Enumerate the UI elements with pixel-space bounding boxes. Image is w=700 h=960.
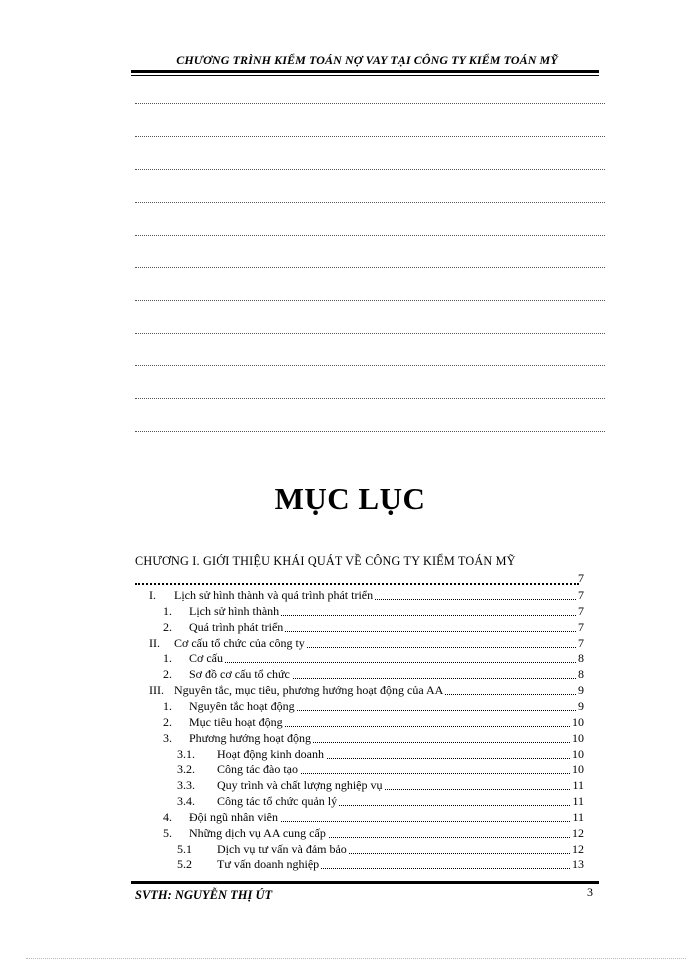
toc-entry-number: 2. [163, 619, 172, 634]
toc-entry[interactable] [177, 746, 584, 762]
toc-entry[interactable] [149, 682, 584, 698]
toc-entry[interactable] [177, 761, 584, 777]
toc-entry-number: 3.4. [177, 794, 195, 809]
toc-entry-page: 9 [578, 698, 584, 713]
dotted-line [135, 430, 605, 432]
dotted-line [135, 266, 605, 268]
toc-entry[interactable] [177, 841, 584, 857]
toc-entry-label: Lịch sử hình thành [189, 603, 280, 618]
toc-entry[interactable] [163, 650, 584, 666]
toc-entry-label: Cơ cấu tổ chức của công ty [174, 635, 305, 650]
toc-entry[interactable] [163, 619, 584, 635]
toc-entry-number: 3.3. [177, 778, 195, 793]
toc-entry-number: 3.2. [177, 762, 195, 777]
toc-entry-label: Lịch sử hình thành và quá trình phát triển [174, 588, 374, 602]
toc-entry-label: Cơ cấu [189, 651, 224, 666]
dotted-line [135, 168, 605, 170]
toc-entry-number: 1. [163, 698, 172, 713]
footer-author: SVTH: NGUYỄN THỊ ÚT [135, 888, 273, 902]
toc-entry-number: II. [149, 635, 160, 650]
toc-entry[interactable] [177, 793, 584, 809]
page-bottom-edge [26, 957, 686, 959]
toc-entry-label: Sơ đồ cơ cấu tổ chức [189, 667, 290, 682]
toc-entry-page: 12 [572, 841, 584, 856]
toc-entry-page: 8 [578, 651, 584, 666]
toc-entry-page: 8 [578, 667, 584, 682]
toc-entry-number: III. [149, 683, 164, 698]
toc-chapter-title[interactable]: CHƯƠNG I. GIỚI THIỆU KHÁI QUÁT VỀ CÔNG TY KIỂM TOÁN MỸ [135, 554, 516, 568]
toc-entry-number: 5.1 [177, 841, 192, 856]
toc-entry-page: 9 [578, 683, 584, 698]
toc-entry-number: 1. [163, 603, 172, 618]
toc-entry-page: 10 [572, 714, 584, 729]
toc-entry-number: 2. [163, 667, 172, 682]
dotted-line [135, 135, 605, 137]
toc-entry-number: 1. [163, 651, 172, 666]
toc-entry-page: 12 [572, 825, 584, 840]
toc-chapter-leader [135, 582, 579, 585]
toc-entry[interactable] [177, 777, 584, 793]
toc-heading: MỤC LỤC [274, 481, 426, 516]
toc-entry[interactable] [163, 666, 584, 682]
dotted-line [135, 332, 605, 334]
header-rule-thick [131, 70, 599, 73]
toc-entry-leader [189, 661, 584, 663]
toc-entry-label: Quy trình và chất lượng nghiệp vụ [217, 778, 383, 793]
toc-entry-label: Những dịch vụ AA cung cấp [189, 825, 326, 840]
toc-entry-number: 2. [163, 714, 172, 729]
toc-entry-number: 5.2 [177, 857, 192, 872]
toc-entry-label: Mục tiêu hoạt động [189, 714, 283, 729]
footer-page-number: 3 [587, 885, 593, 899]
header-rule-thin [131, 75, 599, 76]
dotted-line [135, 397, 605, 399]
toc-entry-page: 10 [572, 746, 584, 761]
toc-entry-page: 7 [578, 619, 584, 634]
toc-entry-number: 5. [163, 825, 172, 840]
toc-entry-label: Công tác đào tạo [217, 762, 298, 777]
toc-entry-page: 13 [572, 857, 584, 872]
toc-entry-label: Nguyên tắc, mục tiêu, phương hướng hoạt động của AA [174, 683, 444, 698]
toc-entry-page: 7 [578, 635, 584, 650]
toc-entry-page: 11 [572, 809, 584, 824]
toc-entry-label: Quá trình phát triển [189, 619, 284, 634]
toc-entry-label: Phương hướng hoạt động [189, 730, 312, 745]
toc-entry-page: 7 [578, 588, 584, 602]
toc-entry-label: Công tác tổ chức quản lý [217, 794, 338, 809]
dotted-line [135, 102, 605, 104]
dotted-line [135, 201, 605, 203]
toc-entry[interactable] [177, 856, 584, 872]
toc-entry-page: 7 [578, 603, 584, 618]
toc-entry-page: 11 [572, 794, 584, 809]
toc-entry[interactable] [163, 714, 584, 730]
toc-entry[interactable] [163, 603, 584, 619]
footer-rule [131, 881, 599, 884]
dotted-line [135, 364, 605, 366]
toc-entry-page: 10 [572, 730, 584, 745]
toc-entry-label: Hoạt động kinh doanh [217, 746, 324, 761]
toc-chapter-page: 7 [578, 571, 584, 585]
toc-entry-label: Nguyên tắc hoạt động [189, 698, 295, 713]
toc-entry-label: Đội ngũ nhân viên [189, 809, 278, 824]
page-header-title: CHƯƠNG TRÌNH KIỂM TOÁN NỢ VAY TẠI CÔNG TY KIỂM TOÁN MỸ [176, 53, 558, 67]
toc-entry-page: 10 [572, 762, 584, 777]
toc-entry[interactable] [163, 809, 584, 825]
toc-entry[interactable] [149, 635, 584, 651]
toc-entry-label: Dịch vụ tư vấn và đảm bảo [217, 841, 347, 856]
toc-entry-number: I. [149, 588, 156, 602]
toc-entry-number: 3. [163, 730, 172, 745]
toc-entry-number: 4. [163, 809, 172, 824]
toc-entry[interactable] [163, 730, 584, 746]
toc-entry-page: 11 [572, 778, 584, 793]
toc-entry-label: Tư vấn doanh nghiệp [217, 857, 320, 872]
dotted-line [135, 299, 605, 301]
toc-entry[interactable] [149, 587, 584, 603]
toc-entry[interactable] [163, 698, 584, 714]
dotted-line [135, 234, 605, 236]
toc-entry[interactable] [163, 825, 584, 841]
toc-entry-number: 3.1. [177, 746, 195, 761]
